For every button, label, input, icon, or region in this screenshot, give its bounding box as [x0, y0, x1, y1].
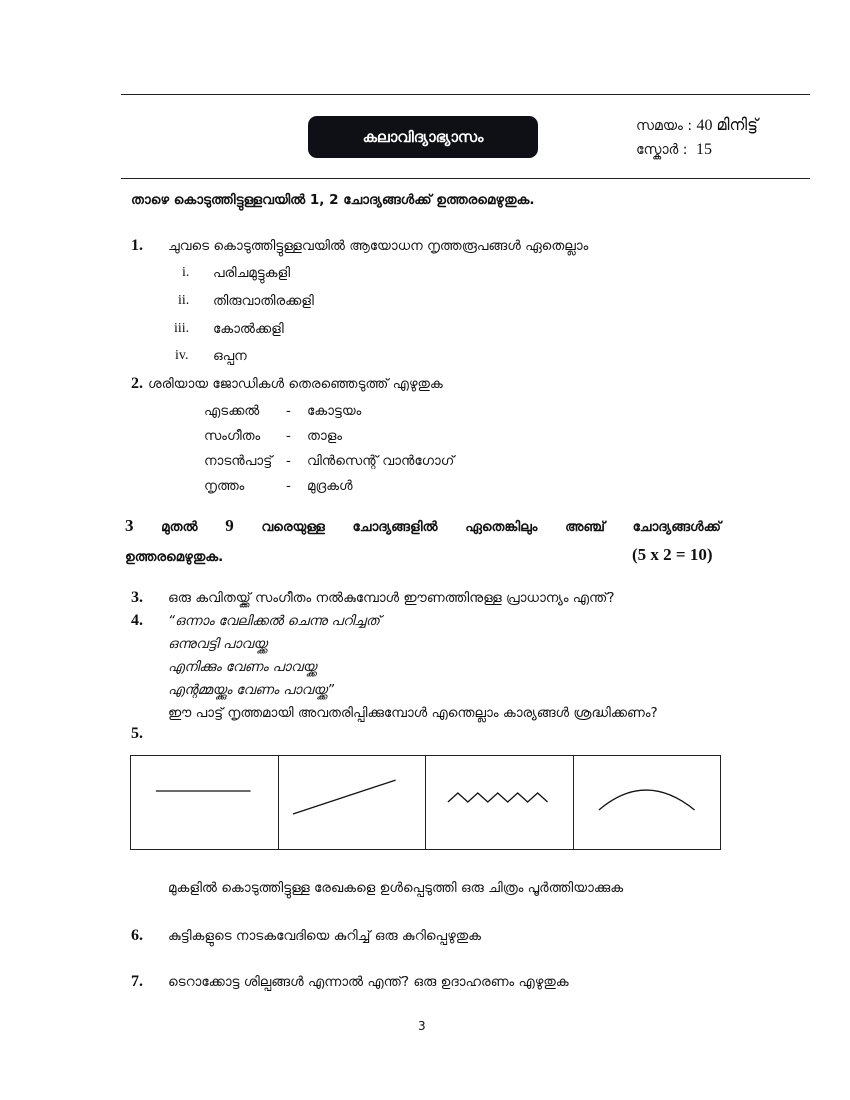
pair-left: എടക്കൽ	[204, 403, 260, 419]
q7-number: 7.	[131, 973, 143, 990]
time-info	[636, 117, 758, 135]
q1-option-roman: iv.	[175, 348, 189, 363]
q7-text: ടെറാക്കോട്ട ശില്പങ്ങൾ എന്നാൽ എന്ത്? ഒരു ഉദാഹരണം എഴുതുക	[168, 974, 569, 990]
q4-song-line: എന്റമ്മയ്ക്കും വേണം പാവയ്ക്ക”	[168, 682, 335, 698]
horizontal-line-icon	[131, 756, 278, 849]
instruction-word: ഏതെങ്കിലും	[465, 519, 538, 535]
curved-line-icon	[574, 756, 721, 849]
q5-text: മുകളിൽ കൊടുത്തിട്ടുള്ള രേഖകളെ ഉൾപ്പെടുത്തി ഒരു ചിത്രം പൂർത്തിയാക്കുക	[168, 880, 624, 896]
pair-dash: -	[286, 428, 291, 444]
q1-option-text: കോൽക്കളി	[213, 321, 284, 337]
pair-left: നൃത്തം	[204, 478, 245, 494]
score-value: 15	[695, 141, 712, 158]
pair-dash: -	[286, 453, 291, 469]
header-bottom-rule	[121, 178, 810, 179]
instruction-word: ചോദ്യങ്ങൾക്ക്	[632, 519, 721, 535]
q1-text: ചുവടെ കൊടുത്തിട്ടുള്ളവയിൽ ആയോധന നൃത്തരൂപങ്ങൾ ഏതെല്ലാം	[168, 238, 589, 254]
instruction-word: ചോദ്യങ്ങളിൽ	[352, 519, 438, 535]
section2-marks: (5 x 2 = 10)	[632, 545, 713, 564]
q4-song-line: എനിക്കും വേണം പാവയ്ക്ക	[168, 659, 317, 675]
q2-text: ശരിയായ ജോഡികൾ തെരഞ്ഞെടുത്ത് എഴുതുക	[148, 376, 443, 392]
subject-title: കലാവിദ്യാഭ്യാസം	[308, 116, 538, 158]
pair-left: നാടൻപാട്ട്	[204, 453, 273, 469]
q4-question: ഈ പാട്ട് നൃത്തമായി അവതരിപ്പിക്കുമ്പോൾ എന്തെല്ലാം കാര്യങ്ങൾ ശ്രദ്ധിക്കണം?	[168, 705, 658, 721]
pair-right: കോട്ടയം	[307, 403, 362, 419]
line-cell	[279, 756, 427, 849]
q1-option-text: പരിചമുട്ടുകളി	[213, 265, 291, 281]
top-rule	[121, 94, 810, 95]
line-cell	[574, 756, 721, 849]
instruction-word: അഞ്ച്	[565, 519, 605, 535]
section2-instruction-line1	[125, 516, 721, 536]
instruction-word: 9	[225, 516, 234, 535]
instruction-word: 3	[125, 516, 134, 535]
q5-number: 5.	[131, 725, 143, 742]
pair-right: മുദ്രകൾ	[307, 478, 353, 494]
q1-option-text: തിരുവാതിരക്കളി	[213, 293, 314, 309]
pair-right: താളം	[307, 428, 343, 444]
page-number: 3	[418, 1019, 426, 1033]
q4-number: 4.	[131, 612, 143, 629]
section1-instruction: താഴെ കൊടുത്തിട്ടുള്ളവയിൽ 1, 2 ചോദ്യങ്ങൾക്ക് ഉത്തരമെഴുതുക.	[131, 192, 535, 208]
line-cell	[131, 756, 279, 849]
section2-instruction-line2: ഉത്തരമെഴുതുക.	[125, 549, 224, 565]
pair-left: സംഗീതം	[204, 428, 261, 444]
score-info	[636, 141, 712, 159]
q4-song-line: “ഒന്നാം വേലിക്കൽ ചെന്നു പറിച്ചത്	[168, 613, 380, 629]
instruction-word: മുതൽ	[161, 519, 198, 535]
q6-number: 6.	[131, 927, 143, 944]
pair-dash: -	[286, 403, 291, 419]
q6-text: കുട്ടികളുടെ നാടകവേദിയെ കുറിച്ച് ഒരു കുറിപ്പെഴുതുക	[168, 928, 482, 944]
q1-number: 1.	[131, 237, 143, 254]
zigzag-line-icon	[426, 756, 573, 849]
q3-number: 3.	[131, 589, 143, 606]
line-cell	[426, 756, 574, 849]
time-value: 40 മിനിട്ട്	[696, 117, 758, 134]
pair-dash: -	[286, 478, 291, 494]
line-types-table	[130, 755, 721, 850]
instruction-word: വരെയുള്ള	[261, 519, 325, 535]
score-label: സ്കോർ :	[636, 142, 688, 158]
q3-text: ഒരു കവിതയ്ക്ക് സംഗീതം നൽകുമ്പോൾ ഈണത്തിനുള്ള പ്രാധാന്യം എന്ത്?	[168, 590, 615, 606]
q1-option-roman: ii.	[178, 293, 190, 308]
q4-song-line: ഒന്നുവട്ടി പാവയ്ക്ക	[168, 636, 268, 652]
q1-option-roman: i.	[182, 265, 190, 280]
time-label: സമയം :	[636, 118, 693, 134]
q1-option-roman: iii.	[174, 321, 190, 336]
q1-option-text: ഒപ്പന	[213, 348, 247, 364]
pair-right: വിൻസെന്റ് വാൻഗോഗ്	[307, 453, 455, 469]
q2-number: 2.	[131, 375, 143, 392]
slanted-line-icon	[279, 756, 426, 849]
